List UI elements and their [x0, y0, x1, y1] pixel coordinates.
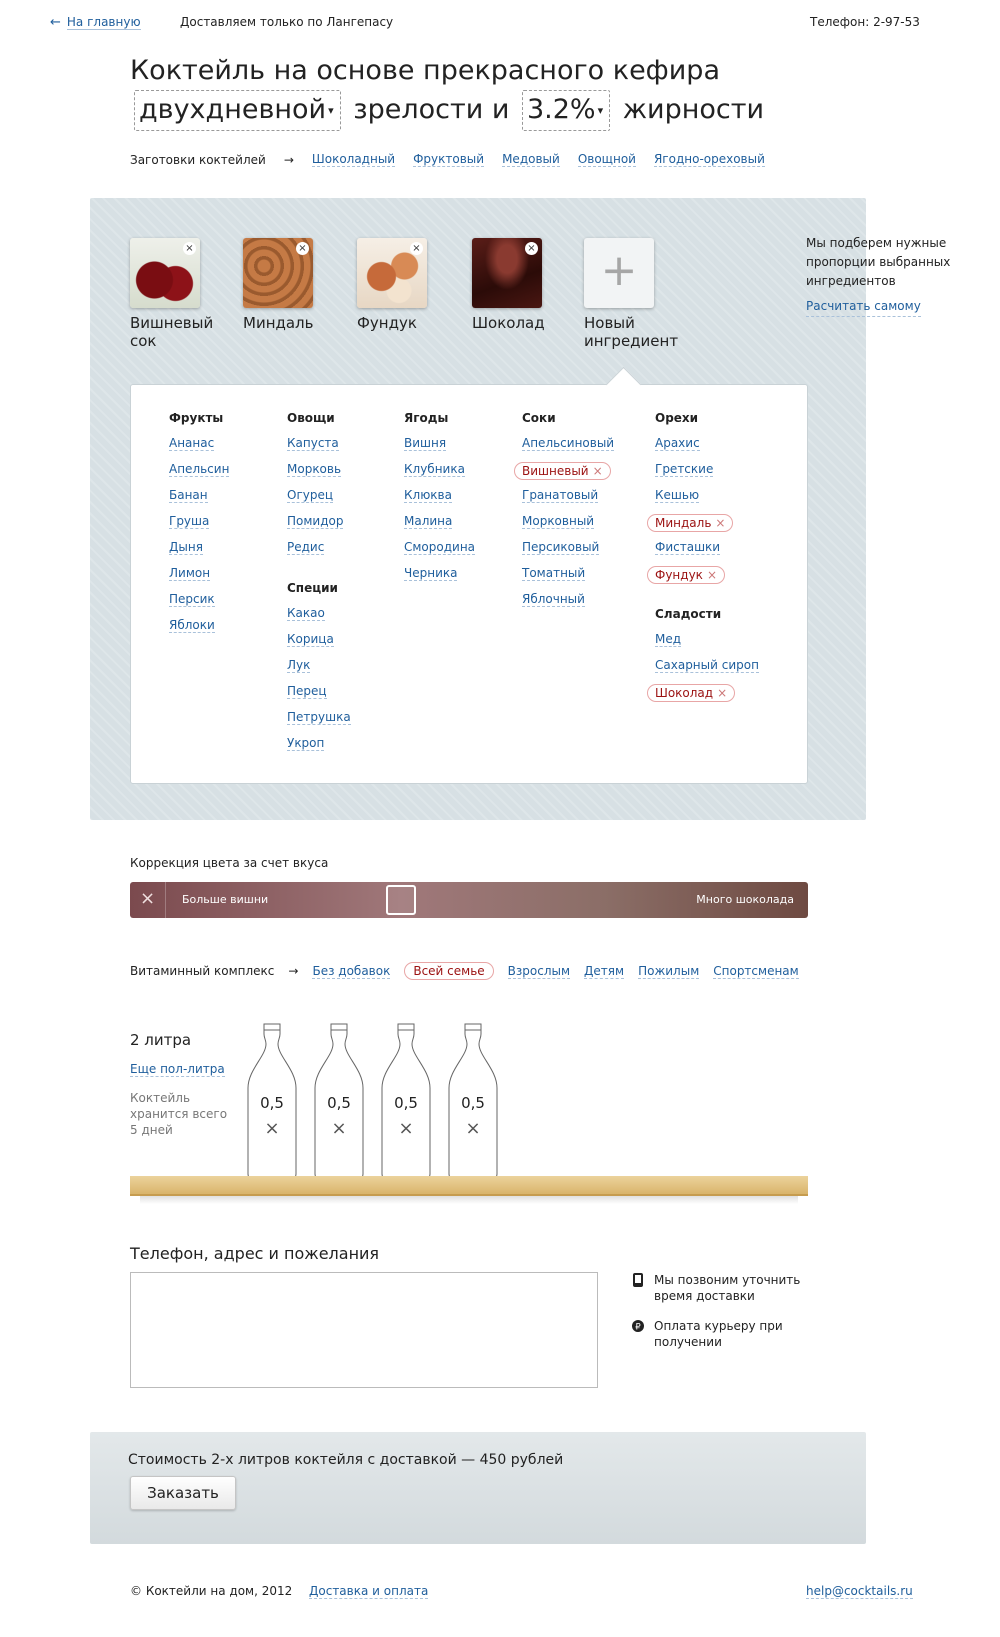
catalog-item[interactable]: Гранатовый	[522, 488, 599, 502]
plus-icon[interactable]: +	[584, 238, 654, 308]
order-button[interactable]: Заказать	[130, 1476, 236, 1510]
payment-note-text: Оплата курьеру при получении	[654, 1319, 783, 1349]
vitamin-family-selected[interactable]: Всей семье	[404, 962, 493, 980]
presets-label: Заготовки коктейлей	[130, 152, 266, 167]
catalog-item[interactable]: Персик	[169, 592, 215, 606]
catalog-item[interactable]: Банан	[169, 488, 208, 502]
bottle[interactable]	[313, 1022, 365, 1182]
svg-text:₽: ₽	[635, 1322, 641, 1333]
dropdown-arrow-icon: ▾	[328, 103, 334, 117]
bottle-volume: 0,5	[327, 1094, 351, 1112]
delivery-note: Доставляем только по Лангепасу	[180, 15, 394, 29]
hazelnut-image	[357, 238, 427, 308]
color-correction-label: Коррекция цвета за счет вкуса	[130, 856, 329, 870]
ingredient-label: Фундук	[357, 314, 417, 332]
close-icon[interactable]: ×	[130, 882, 166, 918]
remove-icon[interactable]: ×	[715, 516, 726, 530]
price-text: Стоимость 2-х литров коктейля с доставкой — 450 рублей	[128, 1452, 564, 1468]
catalog-item-label: Шоколад	[655, 686, 714, 700]
remove-bottle-icon[interactable]: ×	[465, 1118, 481, 1139]
catalog-item[interactable]: Корица	[287, 632, 334, 646]
title-part2: зрелости и	[353, 94, 510, 125]
catalog-item-label: Вишневый	[522, 464, 589, 478]
preset-honey[interactable]: Медовый	[502, 152, 560, 166]
catalog-item[interactable]: Морковный	[522, 514, 595, 528]
page-title	[130, 52, 890, 131]
category-title: Фрукты	[169, 411, 224, 425]
vitamin-none[interactable]: Без добавок	[312, 963, 391, 978]
remove-icon[interactable]: ×	[183, 242, 196, 255]
arrow-right-icon: →	[288, 964, 299, 978]
back-arrow-icon: ←	[50, 15, 61, 30]
preset-berry-nut[interactable]: Ягодно-ореховый	[653, 152, 765, 166]
catalog-item[interactable]: Огурец	[287, 488, 334, 502]
category-title: Ягоды	[404, 411, 449, 425]
almond-image	[243, 238, 313, 308]
catalog-item-label: Миндаль	[655, 516, 712, 530]
catalog-item[interactable]: Помидор	[287, 514, 344, 528]
catalog-item[interactable]: Апельсиновый	[522, 436, 615, 450]
proportions-hint	[806, 234, 956, 317]
vitamin-athletes[interactable]: Спортсменам	[713, 963, 799, 978]
catalog-item[interactable]: Капуста	[287, 436, 339, 450]
catalog-item[interactable]: Вишня	[404, 436, 447, 450]
ruble-icon	[632, 1319, 644, 1333]
footer-copyright: © Коктейли на дом, 2012	[130, 1584, 293, 1598]
catalog-item[interactable]: Черника	[404, 566, 458, 580]
preset-chocolate[interactable]: Шоколадный	[311, 152, 396, 166]
catalog-item[interactable]: Персиковый	[522, 540, 600, 554]
add-ingredient-button[interactable]	[584, 238, 679, 350]
category-title: Орехи	[655, 411, 699, 425]
bottle-volume: 0,5	[461, 1094, 485, 1112]
catalog-nuts	[655, 410, 759, 710]
catalog-item-selected[interactable]	[647, 514, 733, 532]
catalog-item[interactable]: Томатный	[522, 566, 586, 580]
catalog-item[interactable]: Яблочный	[522, 592, 585, 606]
slider-handle[interactable]	[386, 885, 416, 915]
call-note	[632, 1272, 832, 1304]
vitamin-label: Витаминный комплекс	[130, 964, 275, 978]
catalog-item[interactable]: Гретские	[655, 462, 714, 476]
calculate-self-link[interactable]: Расчитать самому	[806, 297, 921, 317]
remove-icon[interactable]: ×	[592, 464, 603, 478]
remove-icon[interactable]: ×	[296, 242, 309, 255]
total-volume: 2 литра	[130, 1031, 192, 1049]
bottle-volume: 0,5	[260, 1094, 284, 1112]
cherry-image	[130, 238, 200, 308]
catalog-item[interactable]: Лук	[287, 658, 311, 672]
catalog-item[interactable]: Яблоки	[169, 618, 215, 632]
catalog-item[interactable]: Ананас	[169, 436, 215, 450]
catalog-item[interactable]: Сахарный сироп	[655, 658, 759, 672]
add-half-liter-link[interactable]: Еще пол-литра	[130, 1062, 225, 1076]
catalog-item[interactable]: Морковь	[287, 462, 342, 476]
ingredient-almond[interactable]	[243, 238, 333, 332]
arrow-right-icon: →	[283, 152, 294, 167]
back-link[interactable]: На главную	[66, 15, 141, 29]
vitamin-options	[130, 962, 799, 980]
bottle[interactable]	[246, 1022, 298, 1182]
category-title: Овощи	[287, 411, 335, 425]
catalog-item[interactable]: Малина	[404, 514, 453, 528]
title-part3: жирности	[622, 94, 765, 125]
catalog-fruits	[169, 410, 229, 644]
shelf-shadow	[140, 1196, 798, 1204]
bottle[interactable]	[380, 1022, 432, 1182]
chocolate-image	[472, 238, 542, 308]
slider-right-label: Много шоколада	[696, 893, 794, 906]
catalog-vegetables	[287, 410, 351, 762]
catalog-item-selected[interactable]	[647, 566, 725, 584]
ingredient-cherry-juice[interactable]	[130, 238, 220, 350]
payment-note	[632, 1318, 832, 1350]
remove-icon[interactable]: ×	[706, 568, 717, 582]
remove-icon[interactable]: ×	[717, 686, 728, 700]
catalog-item[interactable]: Какао	[287, 606, 325, 620]
catalog-item-selected[interactable]	[647, 684, 735, 702]
phone-icon	[632, 1273, 644, 1287]
catalog-item[interactable]: Редис	[287, 540, 325, 554]
remove-bottle-icon[interactable]: ×	[331, 1118, 347, 1139]
title-part1: Коктейль на основе прекрасного кефира	[130, 55, 720, 86]
order-details-textarea[interactable]	[130, 1272, 598, 1388]
remove-icon[interactable]: ×	[525, 242, 538, 255]
vitamin-elderly[interactable]: Пожилым	[638, 963, 700, 978]
catalog-item[interactable]: Петрушка	[287, 710, 351, 724]
slider-left-label: Больше вишни	[182, 893, 269, 906]
category-title: Соки	[522, 411, 556, 425]
ingredient-label: Миндаль	[243, 314, 314, 332]
vitamin-adults[interactable]: Взрослым	[507, 963, 571, 978]
catalog-item[interactable]: Груша	[169, 514, 210, 528]
ingredient-hazelnut[interactable]	[357, 238, 447, 332]
catalog-item[interactable]: Смородина	[404, 540, 476, 554]
remove-bottle-icon[interactable]: ×	[264, 1118, 280, 1139]
order-form-title: Телефон, адрес и пожелания	[130, 1244, 380, 1263]
maturity-dropdown[interactable]	[134, 90, 341, 131]
hint-text: Мы подберем нужные пропорции выбранных ингредиентов	[806, 236, 951, 288]
catalog-item[interactable]: Мед	[655, 632, 682, 646]
catalog-item[interactable]: Клубника	[404, 462, 465, 476]
bottle-volume: 0,5	[394, 1094, 418, 1112]
storage-note: Коктейль хранится всего 5 дней	[130, 1091, 228, 1137]
catalog-item-label: Фундук	[655, 568, 703, 582]
shelf	[130, 1176, 808, 1196]
catalog-item-selected[interactable]	[514, 462, 611, 480]
presets-bar	[130, 152, 765, 167]
catalog-item[interactable]: Лимон	[169, 566, 211, 580]
vitamin-children[interactable]: Детям	[584, 963, 625, 978]
back-link-wrap[interactable]	[50, 15, 141, 30]
add-ingredient-label: Новый ингредиент	[584, 314, 679, 350]
maturity-value: двухдневной	[139, 94, 327, 125]
footer-delivery-link[interactable]: Доставка и оплата	[309, 1584, 429, 1598]
catalog-item[interactable]: Перец	[287, 684, 327, 698]
preset-fruit[interactable]: Фруктовый	[413, 152, 485, 166]
color-correction-slider[interactable]	[130, 882, 808, 918]
footer-email-link[interactable]: help@cocktails.ru	[806, 1584, 913, 1598]
category-title: Специи	[287, 581, 338, 595]
catalog-item[interactable]: Дыня	[169, 540, 203, 554]
catalog-item[interactable]: Кешью	[655, 488, 700, 502]
remove-bottle-icon[interactable]: ×	[398, 1118, 414, 1139]
ingredient-chocolate[interactable]	[472, 238, 562, 332]
catalog-berries	[404, 410, 475, 592]
catalog-item[interactable]: Апельсин	[169, 462, 230, 476]
catalog-item[interactable]: Фисташки	[655, 540, 721, 554]
dropdown-arrow-icon: ▾	[597, 103, 604, 117]
preset-vegetable[interactable]: Овощной	[577, 152, 636, 166]
bottle[interactable]	[447, 1022, 499, 1182]
remove-icon[interactable]: ×	[410, 242, 423, 255]
call-note-text: Мы позвоним уточнить время доставки	[654, 1273, 801, 1303]
catalog-item[interactable]: Арахис	[655, 436, 700, 450]
phone-number: Телефон: 2-97-53	[810, 15, 920, 29]
price-bar	[90, 1432, 866, 1544]
catalog-item[interactable]: Укроп	[287, 736, 325, 750]
ingredient-label: Шоколад	[472, 314, 545, 332]
catalog-item[interactable]: Клюква	[404, 488, 452, 502]
fat-dropdown[interactable]	[522, 90, 610, 131]
category-title: Сладости	[655, 607, 722, 621]
ingredient-label: Вишневый сок	[130, 314, 214, 350]
fat-value: 3.2%	[526, 94, 596, 125]
catalog-juices	[522, 410, 614, 618]
